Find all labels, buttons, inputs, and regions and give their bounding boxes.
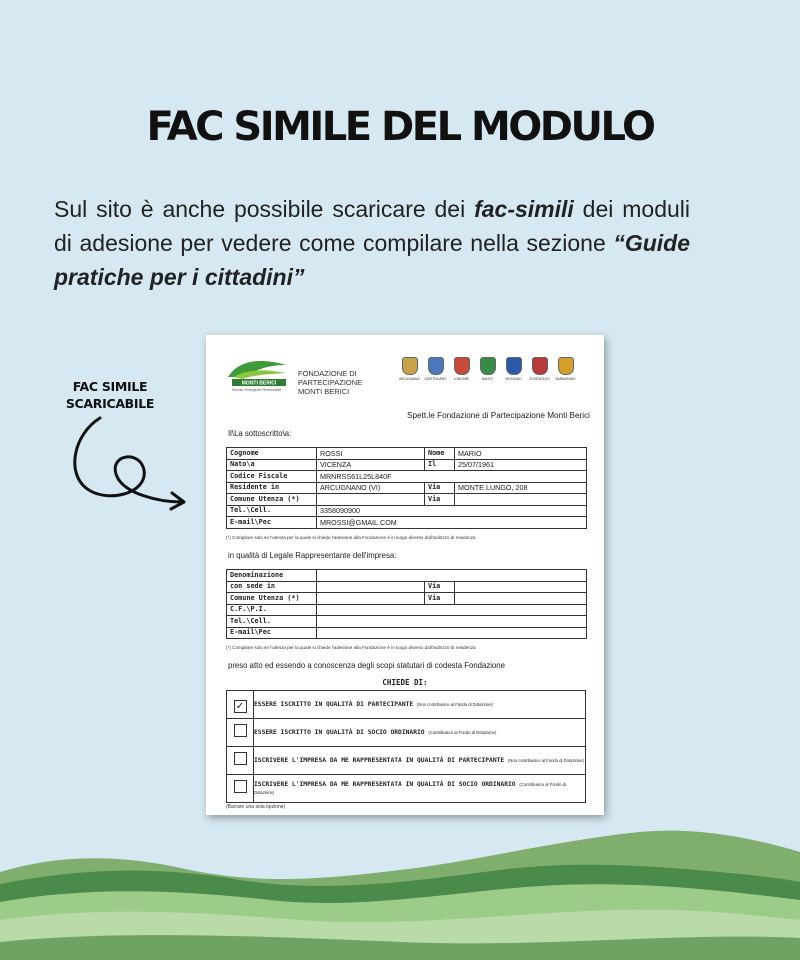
utenza-note: (*) Compilare solo se l'utenza per la quale si chiede l'adesione alla Fondazione è in luogo diverso dall'indirizzo di residenza <box>226 535 476 540</box>
company-table <box>226 569 587 639</box>
sede-field[interactable] <box>317 581 425 593</box>
cfpi-label: C.F.\P.I. <box>227 604 317 616</box>
table-row <box>227 494 587 506</box>
company-utenza-note: (*) Compilare solo se l'utenza per la quale si chiede l'adesione alla Fondazione è in luogo diverso dall'indirizzo di residenza <box>226 645 476 650</box>
tel-label: Tel.\Cell. <box>227 505 317 517</box>
il-field[interactable]: 25/07/1961 <box>455 459 587 471</box>
table-row <box>227 448 587 460</box>
crest-zovencedo <box>528 357 551 381</box>
table-row <box>227 581 587 593</box>
crest-shield-icon <box>558 357 574 375</box>
intro-paragraph <box>54 192 690 294</box>
org-line: PARTECIPAZIONE <box>298 378 363 387</box>
comune-utenza-label: Comune Utenza (*) <box>227 494 317 506</box>
option-checkbox-cell <box>227 691 254 719</box>
option-text-cell <box>254 719 586 747</box>
crest-mossano <box>502 357 525 381</box>
email-field[interactable]: MROSSI@GMAIL.COM <box>317 517 587 529</box>
option-text-cell <box>254 691 586 719</box>
company-comune-label: Comune Utenza (*) <box>227 593 317 605</box>
org-line: FONDAZIONE DI <box>298 369 357 378</box>
intro-text-1: Sul sito è anche possibile scaricare dei <box>54 196 475 222</box>
curly-arrow-icon <box>60 410 200 520</box>
crest-name: LONGARE <box>453 377 470 381</box>
options-table <box>226 690 586 803</box>
table-row <box>227 505 587 517</box>
crest-shield-icon <box>506 357 522 375</box>
table-row <box>227 482 587 494</box>
nato-field[interactable]: VICENZA <box>317 459 425 471</box>
table-row <box>227 517 587 529</box>
cognome-field[interactable]: ROSSI <box>317 448 425 460</box>
addressee: Spett.le Fondazione di Partecipazione Monti Berici <box>407 411 590 420</box>
company-email-field[interactable] <box>317 627 587 639</box>
crest-barbarano <box>554 357 577 381</box>
option-note: (Contribuisce al Fondo di Dotazione) <box>254 781 566 795</box>
table-row <box>227 459 587 471</box>
option-checkbox[interactable] <box>234 780 247 793</box>
via-utenza-label: Via <box>425 494 455 506</box>
nome-label: Nome <box>425 448 455 460</box>
org-name <box>298 369 362 396</box>
crest-castegnero <box>424 357 447 381</box>
sede-label: con sede in <box>227 581 317 593</box>
fac-simile-label <box>50 378 170 412</box>
il-label: Il <box>425 459 455 471</box>
table-row <box>227 627 587 639</box>
cf-label: Codice Fiscale <box>227 471 317 483</box>
company-via-label: Via <box>425 581 455 593</box>
crest-arcugnano <box>398 357 421 381</box>
via-field[interactable]: MONTE LUNGO, 208 <box>455 482 587 494</box>
check-icon: ✓ <box>235 700 245 712</box>
undersigned-label: Il\La sottoscritto\a: <box>228 429 292 438</box>
comune-utenza-field[interactable] <box>317 494 425 506</box>
denominazione-label: Denominazione <box>227 570 317 582</box>
cf-field[interactable]: MRNRSS61L25L840F <box>317 471 587 483</box>
nome-field[interactable]: MARIO <box>455 448 587 460</box>
crest-shield-icon <box>428 357 444 375</box>
logo-text: MONTI BERICI <box>241 380 277 387</box>
option-note: (Non contribuisce al Fondo di Dotazione) <box>417 701 493 707</box>
option-label: ESSERE ISCRITTO IN QUALITÀ DI SOCIO ORDINARIO <box>254 728 425 736</box>
option-note: (Non contribuisce al Fondo di Dotazione) <box>508 757 584 763</box>
tel-field[interactable]: 3358090900 <box>317 505 587 517</box>
via-label: Via <box>425 482 455 494</box>
legal-rep-label: in qualità di Legale Rappresentante dell'impresa: <box>228 551 397 560</box>
denominazione-field[interactable] <box>317 570 587 582</box>
cfpi-field[interactable] <box>317 604 587 616</box>
barrare-note: (Barrare una sola opzione) <box>226 804 286 810</box>
cognome-label: Cognome <box>227 448 317 460</box>
crest-shield-icon <box>532 357 548 375</box>
company-email-label: E-mail\Pec <box>227 627 317 639</box>
crest-name: BARBARANO <box>555 377 576 381</box>
table-row <box>227 570 587 582</box>
option-label: ESSERE ISCRITTO IN QUALITÀ DI PARTECIPANTE <box>254 700 414 708</box>
table-row <box>227 616 587 628</box>
option-note: (Contribuisce al Fondo di Dotazione) <box>428 729 497 735</box>
option-text-cell <box>254 775 586 803</box>
option-row <box>227 747 586 775</box>
table-row <box>227 604 587 616</box>
company-via-field[interactable] <box>455 581 587 593</box>
preso-atto-text: preso atto ed essendo a conoscenza degli scopi statutari di codesta Fondazione <box>228 661 505 670</box>
option-text-cell <box>254 747 586 775</box>
intro-text-2: dei moduli di adesione per vedere come compilare nella sezione <box>54 196 691 256</box>
crest-nanto <box>476 357 499 381</box>
email-label: E-mail\Pec <box>227 517 317 529</box>
chiede-heading: CHIEDE DI: <box>382 678 428 687</box>
option-checkbox[interactable] <box>234 700 247 713</box>
green-hills-decoration <box>0 820 800 960</box>
option-checkbox[interactable] <box>234 724 247 737</box>
option-row <box>227 691 586 719</box>
crest-name: NANTO <box>481 377 494 381</box>
option-label: ISCRIVERE L'IMPRESA DA ME RAPPRESENTATA IN QUALITÀ DI PARTECIPANTE <box>254 756 505 764</box>
org-line: MONTI BERICI <box>298 387 350 396</box>
municipality-crests <box>398 357 577 381</box>
crest-name: ZOVENCEDO <box>529 377 550 381</box>
fac-simile-label-line1: FAC SIMILE <box>72 379 148 394</box>
crest-shield-icon <box>454 357 470 375</box>
intro-bold-guide: “Guide pratiche per i cittadini” <box>54 230 690 290</box>
company-tel-label: Tel.\Cell. <box>227 616 317 628</box>
nato-label: Nato\a <box>227 459 317 471</box>
intro-bold-facsimili: fac-simili <box>474 196 574 222</box>
option-checkbox-cell <box>227 719 254 747</box>
company-via2-label: Via <box>425 593 455 605</box>
logo-tagline: Servizi Energetici Rinnovabili <box>232 388 281 392</box>
option-checkbox-cell <box>227 775 254 803</box>
option-checkbox[interactable] <box>234 752 247 765</box>
page-title: FAC SIMILE DEL MODULO <box>146 104 654 150</box>
crest-longare <box>450 357 473 381</box>
fac-simile-label-line2: SCARICABILE <box>65 396 155 411</box>
company-comune-field[interactable] <box>317 593 425 605</box>
via-utenza-field[interactable] <box>455 494 587 506</box>
form-document[interactable] <box>206 335 604 815</box>
crest-name: MOSSANO <box>505 377 522 381</box>
crest-name: ARCUGNANO <box>399 377 420 381</box>
crest-name: CASTEGNERO <box>424 377 447 381</box>
crest-shield-icon <box>480 357 496 375</box>
table-row <box>227 593 587 605</box>
residente-label: Residente in <box>227 482 317 494</box>
option-label: ISCRIVERE L'IMPRESA DA ME RAPPRESENTATA IN QUALITÀ DI SOCIO ORDINARIO <box>254 780 516 788</box>
option-row <box>227 719 586 747</box>
company-via2-field[interactable] <box>455 593 587 605</box>
residente-field[interactable]: ARCUGNANO (VI) <box>317 482 425 494</box>
company-tel-field[interactable] <box>317 616 587 628</box>
option-checkbox-cell <box>227 747 254 775</box>
person-table <box>226 447 587 529</box>
option-row <box>227 775 586 803</box>
crest-shield-icon <box>402 357 418 375</box>
table-row <box>227 471 587 483</box>
